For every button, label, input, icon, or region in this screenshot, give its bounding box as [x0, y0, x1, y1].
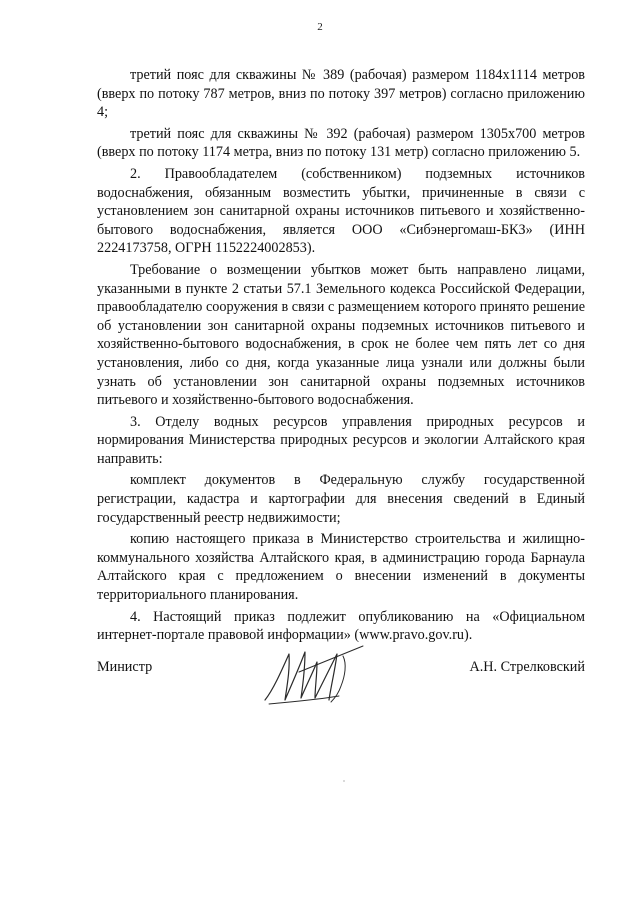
paragraph-item-4: 4. Настоящий приказ подлежит опубликованию на «Официальном интернет-портале правовой информации» (www.pravo.gov.ru). — [97, 608, 585, 644]
handwritten-signature — [259, 642, 369, 708]
signatory-name: А.Н. Стрелковский — [469, 659, 585, 675]
paragraph-item-3: 3. Отделу водных ресурсов управления природных ресурсов и нормирования Министерства природных ресурсов и экологии Алтайского края направить: — [97, 413, 585, 467]
paragraph-order-copy: копию настоящего приказа в Министерство строительства и жилищно-коммунального хозяйства Алтайского края, в администрацию города Барнаула Алтайского края с предложением о внесении изменений в документы территориального планирования. — [97, 531, 585, 604]
paragraph-well-389: третий пояс для скважины № 389 (рабочая) размером 1184х1114 метров (вверх по потоку 787 метров, вниз по потоку 397 метров) согласно приложению 4; — [97, 67, 585, 121]
scan-speck — [343, 780, 345, 782]
paragraph-registry-docs: комплект документов в Федеральную службу государственной регистрации, кадастра и картографии для внесения сведений в Единый государственный реестр недвижимости; — [97, 472, 585, 526]
signatory-position: Министр — [97, 659, 153, 675]
signature-block — [97, 656, 585, 716]
document-body — [97, 66, 585, 645]
paragraph-well-392: третий пояс для скважины № 392 (рабочая) размером 1305х700 метров (вверх по потоку 1174 метра, вниз по потоку 131 метр) согласно приложению 5. — [97, 125, 585, 161]
paragraph-damages-claim: Требование о возмещении убытков может быть направлено лицами, указанными в пункте 2 статьи 57.1 Земельного кодекса Российской Федерации, правообладателю сооружения в связи с размещением которого принято решение об установлении зон санитарной охраны подземных источников питьевого и хозяйственно-бытового водоснабжения, в срок не более чем пять лет со дня установления, либо со дня, когда указанные лица узнали или должны были узнать об установлении зон санитарной охраны подземных источников питьевого и хозяйственно-бытового водоснабжения. — [97, 261, 585, 409]
paragraph-item-2: 2. Правообладателем (собственником) подземных источников водоснабжения, обязанным возместить убытки, причиненные в связи с установлением зон санитарной охраны источников питьевого и хозяйственно-бытового водоснабжения, является ООО «Сибэнергомаш-БКЗ» (ИНН 2224173758, ОГРН 1152224002853). — [97, 165, 585, 257]
page-number: 2 — [317, 21, 323, 33]
